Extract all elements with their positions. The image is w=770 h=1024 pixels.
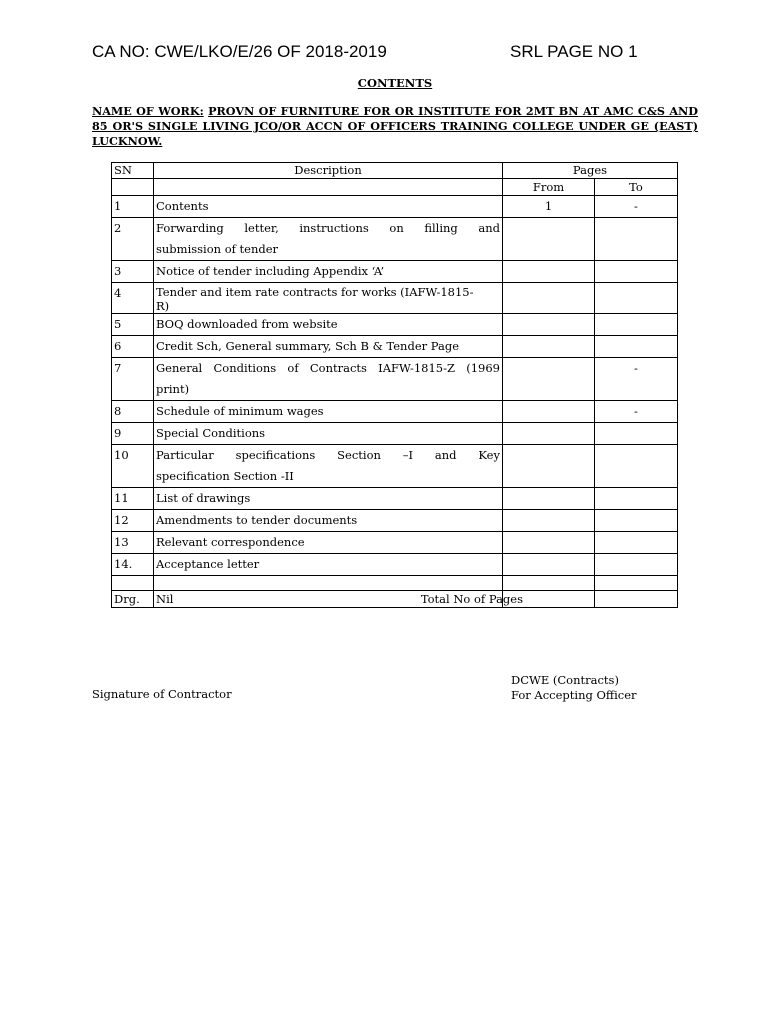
accepting-officer-block xyxy=(511,673,637,703)
row-from xyxy=(503,445,595,488)
row-description-line2: R) xyxy=(156,299,170,313)
drawing-nil: Nil xyxy=(156,592,174,606)
row-to xyxy=(595,488,678,510)
header-description: Description xyxy=(154,163,503,179)
row-description: Relevant correspondence xyxy=(154,532,503,554)
row-description xyxy=(154,445,503,488)
row-description xyxy=(154,218,503,261)
table-row xyxy=(112,488,678,510)
drawing-label: Drg. xyxy=(112,591,154,608)
row-from: 1 xyxy=(503,196,595,218)
row-from xyxy=(503,218,595,261)
row-from xyxy=(503,401,595,423)
table-row xyxy=(112,261,678,283)
row-to xyxy=(595,336,678,358)
header-to: To xyxy=(595,179,678,196)
row-to-blank xyxy=(595,576,678,591)
row-sn: 6 xyxy=(112,336,154,358)
row-sn: 9 xyxy=(112,423,154,445)
total-to xyxy=(595,591,678,608)
row-to xyxy=(595,218,678,261)
row-description: Notice of tender including Appendix ‘A’ xyxy=(154,261,503,283)
row-sn: 2 xyxy=(112,218,154,261)
table-row xyxy=(112,283,678,314)
row-description-line1: Forwarding letter, instructions on filling and xyxy=(156,221,500,235)
row-sn: 11 xyxy=(112,488,154,510)
header-from: From xyxy=(503,179,595,196)
ca-number: CA NO: CWE/LKO/E/26 OF 2018-2019 xyxy=(92,42,387,61)
row-from-blank xyxy=(503,576,595,591)
table-footer-row xyxy=(112,591,678,608)
row-sn: 4 xyxy=(112,283,154,314)
row-sn: 10 xyxy=(112,445,154,488)
row-description: Credit Sch, General summary, Sch B & Tender Page xyxy=(154,336,503,358)
row-sn: 3 xyxy=(112,261,154,283)
table-row xyxy=(112,445,678,488)
row-sn: 12 xyxy=(112,510,154,532)
row-description-line2: submission of tender xyxy=(156,242,279,256)
header-sn: SN xyxy=(112,163,154,179)
row-sn: 8 xyxy=(112,401,154,423)
row-description xyxy=(154,358,503,401)
row-to xyxy=(595,423,678,445)
name-of-work-text: PROVN OF FURNITURE FOR OR INSTITUTE FOR 2MT BN AT AMC C&S AND 85 OR'S SINGLE LIVING JCO/OR ACCN OF OFFICERS TRAINING COLLEGE UNDER GE (EAST) LUCKNOW. xyxy=(92,104,698,148)
row-sn: 14. xyxy=(112,554,154,576)
row-description: List of drawings xyxy=(154,488,503,510)
row-to: - xyxy=(595,401,678,423)
row-sn: 1 xyxy=(112,196,154,218)
row-description-line1: Particular specifications Section –I and Key xyxy=(156,448,500,462)
dcwe-contracts: DCWE (Contracts) xyxy=(511,673,619,687)
row-from xyxy=(503,488,595,510)
row-description-line1: Tender and item rate contracts for works (IAFW-1815- xyxy=(156,285,474,299)
row-from xyxy=(503,314,595,336)
row-from xyxy=(503,423,595,445)
subheader-sn-blank xyxy=(112,179,154,196)
row-to xyxy=(595,532,678,554)
serial-page-number: SRL PAGE NO 1 xyxy=(510,42,638,61)
page-title: CONTENTS xyxy=(357,76,433,90)
row-from xyxy=(503,554,595,576)
row-from xyxy=(503,510,595,532)
row-to xyxy=(595,445,678,488)
row-from xyxy=(503,283,595,314)
row-to xyxy=(595,510,678,532)
name-of-work xyxy=(92,104,698,149)
row-description xyxy=(154,283,503,314)
drawing-value xyxy=(154,591,523,608)
row-sn: 7 xyxy=(112,358,154,401)
row-from xyxy=(503,532,595,554)
table-subheader-row xyxy=(112,179,678,196)
row-from xyxy=(503,336,595,358)
table-row xyxy=(112,554,678,576)
contents-table xyxy=(111,162,678,608)
contractor-signature: Signature of Contractor xyxy=(92,687,232,701)
table-row xyxy=(112,196,678,218)
table-row xyxy=(112,336,678,358)
row-to xyxy=(595,314,678,336)
table-row xyxy=(112,401,678,423)
row-description: BOQ downloaded from website xyxy=(154,314,503,336)
row-to xyxy=(595,283,678,314)
row-description-line1: General Conditions of Contracts IAFW-1815-Z (1969 xyxy=(156,361,500,375)
table-row xyxy=(112,510,678,532)
row-sn: 5 xyxy=(112,314,154,336)
row-to: - xyxy=(595,358,678,401)
table-row-empty xyxy=(112,576,678,591)
header-pages: Pages xyxy=(503,163,678,179)
row-to xyxy=(595,554,678,576)
table-header-row xyxy=(112,163,678,179)
row-description: Amendments to tender documents xyxy=(154,510,503,532)
table-row xyxy=(112,532,678,554)
total-pages-label: Total No of Pages xyxy=(420,592,523,606)
row-description: Schedule of minimum wages xyxy=(154,401,503,423)
table-row xyxy=(112,218,678,261)
row-description-line2: specification Section -II xyxy=(156,469,294,483)
subheader-desc-blank xyxy=(154,179,503,196)
row-description: Special Conditions xyxy=(154,423,503,445)
table-row xyxy=(112,358,678,401)
row-from xyxy=(503,261,595,283)
row-sn-blank xyxy=(112,576,154,591)
row-description-blank xyxy=(154,576,503,591)
row-to: - xyxy=(595,196,678,218)
row-sn: 13 xyxy=(112,532,154,554)
table-row xyxy=(112,423,678,445)
row-from xyxy=(503,358,595,401)
name-of-work-label: NAME OF WORK: xyxy=(92,104,204,118)
for-accepting-officer: For Accepting Officer xyxy=(511,688,637,702)
row-description: Acceptance letter xyxy=(154,554,503,576)
row-description-line2: print) xyxy=(156,382,190,396)
row-description: Contents xyxy=(154,196,503,218)
row-to xyxy=(595,261,678,283)
table-row xyxy=(112,314,678,336)
